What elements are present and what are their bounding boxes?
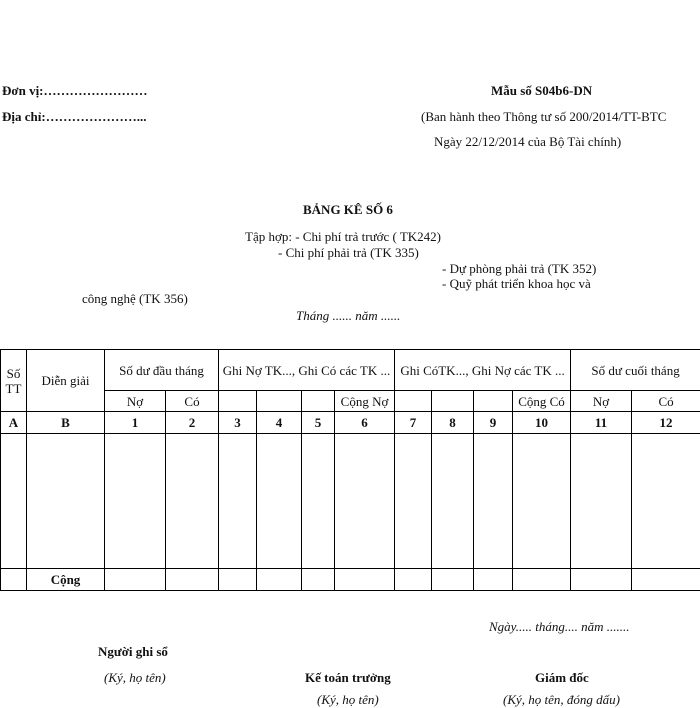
title-line-2: - Chi phí phải trả (TK 335): [278, 245, 419, 260]
column-code: 3: [219, 412, 257, 434]
sub-header-blank: [395, 391, 432, 412]
sub-header-blank: [474, 391, 513, 412]
body-cell: [395, 434, 432, 569]
chief-accountant-sign-note: (Ký, họ tên): [317, 692, 379, 707]
body-cell: [474, 434, 513, 569]
chief-accountant-title: Kế toán trưởng: [305, 670, 391, 685]
total-cell: [166, 569, 219, 591]
director-sign-note: (Ký, họ tên, đóng dấu): [503, 692, 620, 707]
period-line: Tháng ...... năm ......: [296, 308, 401, 323]
total-cell: [257, 569, 302, 591]
title-line-3: - Dự phòng phải trả (TK 352): [442, 261, 597, 276]
column-code: 6: [335, 412, 395, 434]
body-cell: [257, 434, 302, 569]
header-debit-group: Ghi Nợ TK..., Ghi Có các TK ...: [219, 350, 395, 391]
header-description: Diễn giải: [27, 350, 105, 412]
ledger-table: [0, 349, 700, 591]
total-label: Cộng: [27, 569, 105, 591]
body-cell: [432, 434, 474, 569]
body-cell: [27, 434, 105, 569]
column-code: 4: [257, 412, 302, 434]
body-cell: [632, 434, 700, 569]
column-code: B: [27, 412, 105, 434]
total-cell: [335, 569, 395, 591]
total-cell: [513, 569, 571, 591]
total-cell: [474, 569, 513, 591]
body-cell: [335, 434, 395, 569]
body-cell: [513, 434, 571, 569]
column-code: 2: [166, 412, 219, 434]
column-code: A: [1, 412, 27, 434]
title-line-5: công nghệ (TK 356): [82, 291, 188, 306]
header-credit-group: Ghi CóTK..., Ghi Nợ các TK ...: [395, 350, 571, 391]
issued-date: Ngày 22/12/2014 của Bộ Tài chính): [434, 134, 622, 149]
body-cell: [219, 434, 257, 569]
column-code: 11: [571, 412, 632, 434]
column-code: 9: [474, 412, 513, 434]
header-opening-balance: Số dư đầu tháng: [105, 350, 219, 391]
header-closing-balance: Số dư cuối tháng: [571, 350, 700, 391]
body-cell: [302, 434, 335, 569]
sub-header-blank: [219, 391, 257, 412]
recorder-title: Người ghi sổ: [98, 644, 168, 659]
form-code: Mẫu số S04b6-DN: [491, 83, 593, 98]
column-code: 5: [302, 412, 335, 434]
total-cell: [219, 569, 257, 591]
total-cell: [571, 569, 632, 591]
sub-header-blank: [302, 391, 335, 412]
body-cell: [105, 434, 166, 569]
total-cell: [432, 569, 474, 591]
total-cell: [395, 569, 432, 591]
total-cell: [105, 569, 166, 591]
body-cell: [571, 434, 632, 569]
sub-header-total-credit: Cộng Có: [513, 391, 571, 412]
address-label: Địa chỉ:…………………...: [2, 109, 147, 124]
sub-header-blank: [257, 391, 302, 412]
sub-header-debit-open: Nợ: [105, 391, 166, 412]
column-code: 12: [632, 412, 700, 434]
column-code: 1: [105, 412, 166, 434]
sub-header-credit-close: Có: [632, 391, 700, 412]
recorder-sign-note: (Ký, họ tên): [104, 670, 166, 685]
unit-label: Đơn vị:……………………: [2, 83, 148, 98]
column-code: 10: [513, 412, 571, 434]
sub-header-total-debit: Cộng Nợ: [335, 391, 395, 412]
sub-header-blank: [432, 391, 474, 412]
total-cell: [1, 569, 27, 591]
issued-by: (Ban hành theo Thông tư số 200/2014/TT-BTC: [421, 109, 667, 124]
body-cell: [1, 434, 27, 569]
sub-header-credit-open: Có: [166, 391, 219, 412]
body-cell: [166, 434, 219, 569]
title-line-4: - Quỹ phát triển khoa học và: [442, 276, 591, 291]
total-cell: [302, 569, 335, 591]
header-stt: Số TT: [1, 350, 27, 412]
report-title: BẢNG KÊ SỐ 6: [303, 202, 393, 217]
director-title: Giám đốc: [535, 670, 589, 685]
column-code: 7: [395, 412, 432, 434]
column-code: 8: [432, 412, 474, 434]
sign-date-line: Ngày..... tháng.... năm .......: [489, 619, 630, 634]
total-cell: [632, 569, 700, 591]
title-line-1: Tập hợp: - Chi phí trả trước ( TK242): [245, 229, 442, 244]
sub-header-debit-close: Nợ: [571, 391, 632, 412]
